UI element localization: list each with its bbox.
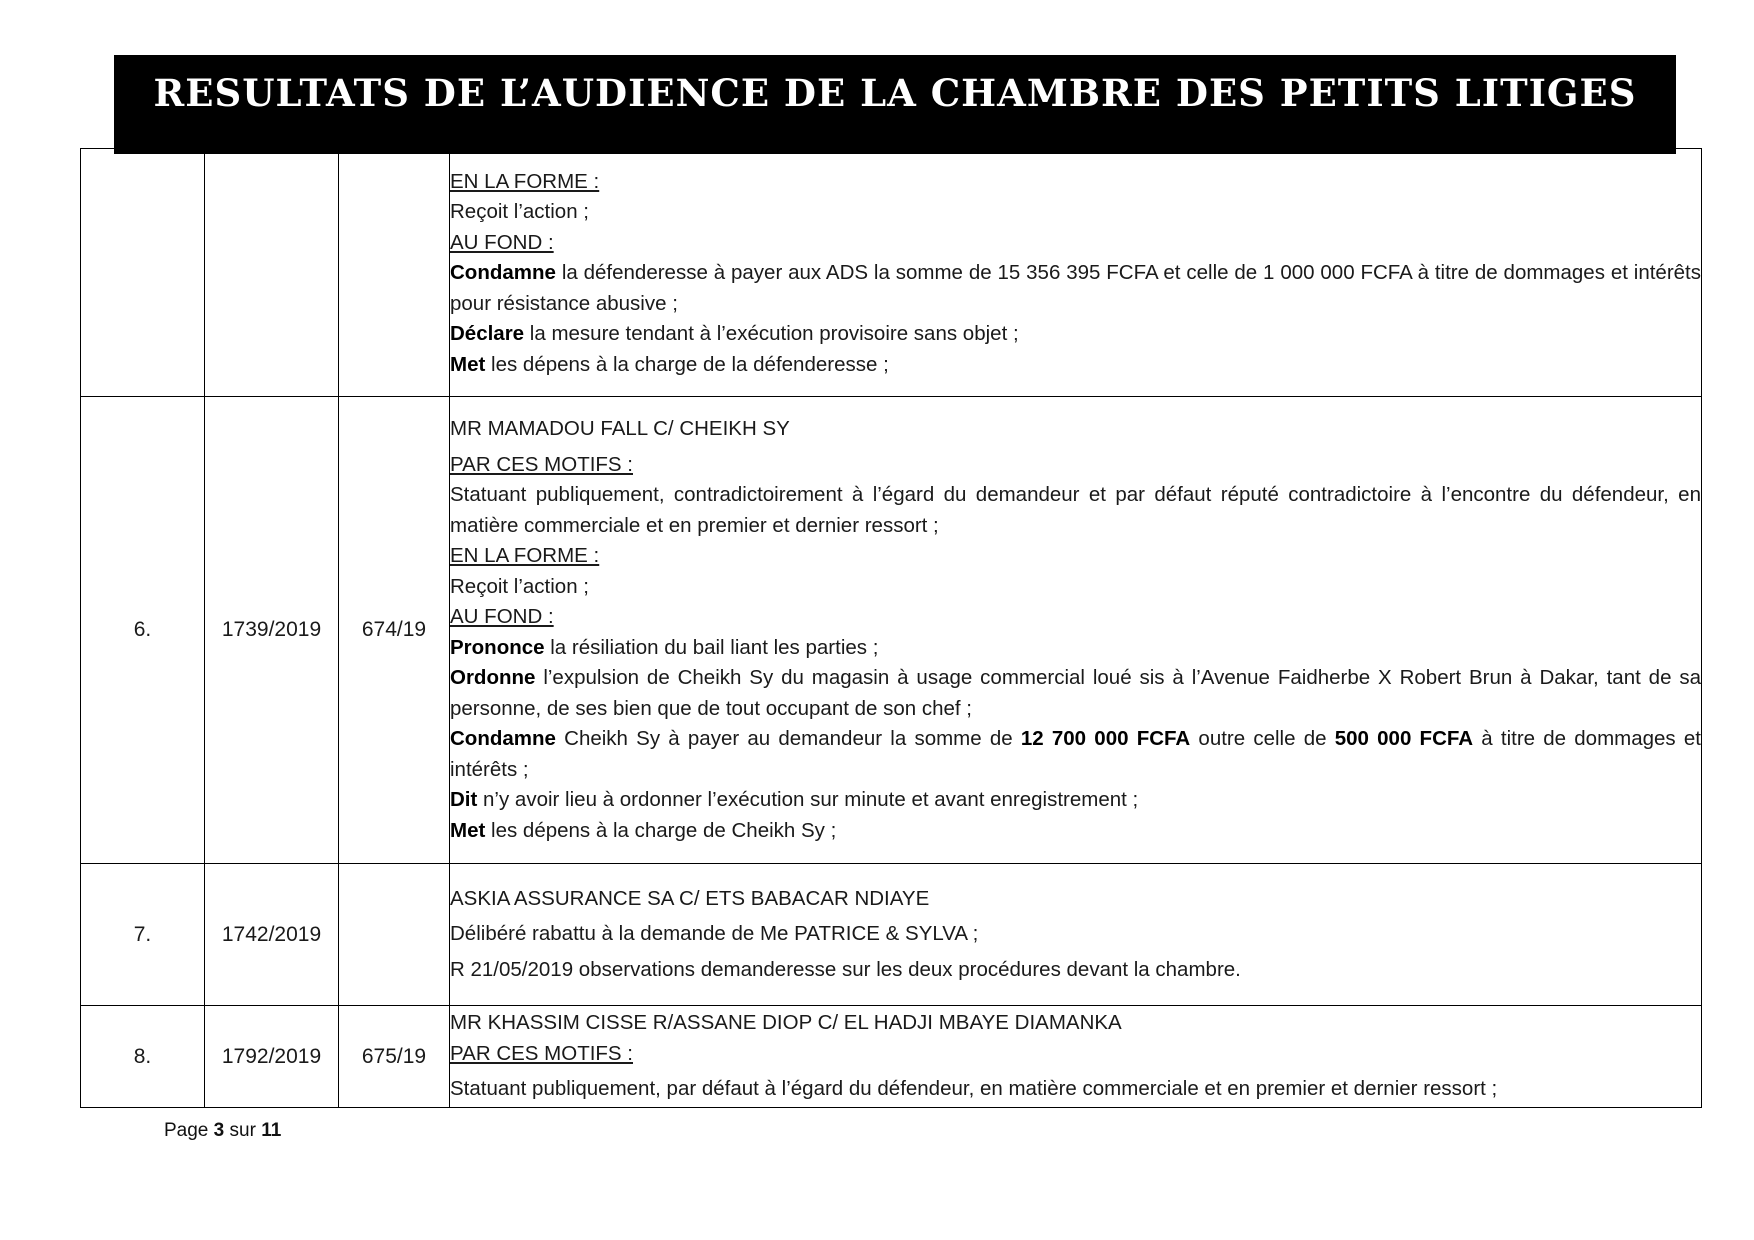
table-row — [81, 864, 1702, 1006]
text-run: la défenderesse à payer aux ADS la somme de 15 356 395 FCFA et celle de 1 000 000 FCFA à titre de dommages et intérêts pour résistance abusive ; — [450, 261, 1701, 315]
text-line — [450, 319, 1701, 350]
text-line — [450, 785, 1701, 816]
text-line — [450, 663, 1701, 724]
case-number — [81, 149, 205, 397]
text-run: à titre de dommages et intérêts ; — [450, 727, 1701, 781]
page-number: 3 — [213, 1120, 225, 1141]
rg-number: 1739/2019 — [205, 397, 339, 864]
rg-number — [205, 149, 339, 397]
text-line: Reçoit l’action ; — [450, 200, 590, 224]
table-row — [81, 1006, 1702, 1108]
keyword: Condamne — [450, 261, 556, 285]
text-run: la mesure tendant à l’exécution provisoire sans objet ; — [529, 322, 1019, 346]
section-heading: PAR CES MOTIFS : — [450, 1041, 633, 1065]
keyword: Met — [450, 818, 486, 842]
table-row — [81, 397, 1702, 864]
judgment-number: 674/19 — [339, 397, 450, 864]
page-title: RESULTATS DE L’AUDIENCE DE LA CHAMBRE DES PETITS LITIGES — [153, 71, 1637, 115]
section-heading: PAR CES MOTIFS : — [450, 452, 633, 476]
text-line — [450, 724, 1701, 785]
text-line: Statuant publiquement, par défaut à l’égard du défendeur, en matière commerciale et en premier et dernier ressort ; — [450, 1077, 1498, 1101]
text-line: R 21/05/2019 observations demanderesse sur les deux procédures devant la chambre. — [450, 957, 1241, 981]
text-line: Reçoit l’action ; — [450, 574, 590, 598]
rg-number: 1742/2019 — [205, 864, 339, 1006]
table-row — [81, 149, 1702, 397]
text-run: Cheikh Sy à payer au demandeur la somme de — [555, 727, 1021, 750]
text-line — [450, 816, 1701, 847]
text-line — [450, 258, 1701, 319]
case-number: 6. — [81, 397, 205, 864]
judgment-number: 675/19 — [339, 1006, 450, 1108]
results-table — [80, 148, 1702, 1108]
keyword: Prononce — [450, 635, 545, 659]
case-parties: MR MAMADOU FALL C/ CHEIKH SY — [450, 417, 790, 440]
page-footer — [164, 1120, 281, 1142]
keyword: Met — [450, 352, 486, 376]
decision-text — [450, 1006, 1702, 1108]
text-run: l’expulsion de Cheikh Sy du magasin à usage commercial loué sis à l’Avenue Faidherbe X Robert Brun à Dakar, tant de sa personne, de ses bien que de tout occupant de son chef ; — [450, 666, 1701, 720]
text-run: outre celle de — [1190, 727, 1335, 750]
decision-text — [450, 149, 1702, 397]
case-number: 7. — [81, 864, 205, 1006]
section-heading: EN LA FORME : — [450, 169, 600, 193]
decision-text — [450, 864, 1702, 1006]
keyword: Dit — [450, 788, 478, 811]
text-line — [450, 350, 1701, 381]
case-parties: MR KHASSIM CISSE R/ASSANE DIOP C/ EL HADJI MBAYE DIAMANKA — [450, 1011, 1122, 1035]
judgment-number — [339, 864, 450, 1006]
page-sur-label: sur — [229, 1120, 256, 1141]
judgment-number — [339, 149, 450, 397]
keyword: Ordonne — [450, 666, 536, 689]
amount: 12 700 000 FCFA — [1020, 727, 1191, 750]
rg-number: 1792/2019 — [205, 1006, 339, 1108]
decision-text — [450, 397, 1702, 864]
text-run: les dépens à la charge de Cheikh Sy ; — [491, 818, 837, 842]
header-banner — [114, 55, 1676, 154]
amount: 500 000 FCFA — [1334, 727, 1474, 750]
keyword: Déclare — [450, 322, 525, 346]
page-label: Page — [164, 1120, 209, 1141]
keyword: Condamne — [450, 727, 556, 750]
text-run: n’y avoir lieu à ordonner l’exécution sur minute et avant enregistrement ; — [483, 788, 1139, 811]
case-number: 8. — [81, 1006, 205, 1108]
page-total: 11 — [261, 1120, 282, 1141]
text-line: Statuant publiquement, contradictoirement à l’égard du demandeur et par défaut réputé contradictoire à l’encontre du défendeur, en matière commerciale et en premier et dernier ressort ; — [450, 483, 1701, 537]
text-line: Délibéré rabattu à la demande de Me PATRICE & SYLVA ; — [450, 922, 979, 946]
section-heading: AU FOND : — [450, 230, 554, 254]
section-heading: AU FOND : — [450, 605, 554, 628]
case-parties: ASKIA ASSURANCE SA C/ ETS BABACAR NDIAYE — [450, 886, 930, 910]
text-run: la résiliation du bail liant les parties ; — [550, 635, 879, 659]
section-heading: EN LA FORME : — [450, 544, 600, 567]
text-run: les dépens à la charge de la défenderesse ; — [491, 352, 889, 376]
text-line — [450, 633, 1701, 664]
